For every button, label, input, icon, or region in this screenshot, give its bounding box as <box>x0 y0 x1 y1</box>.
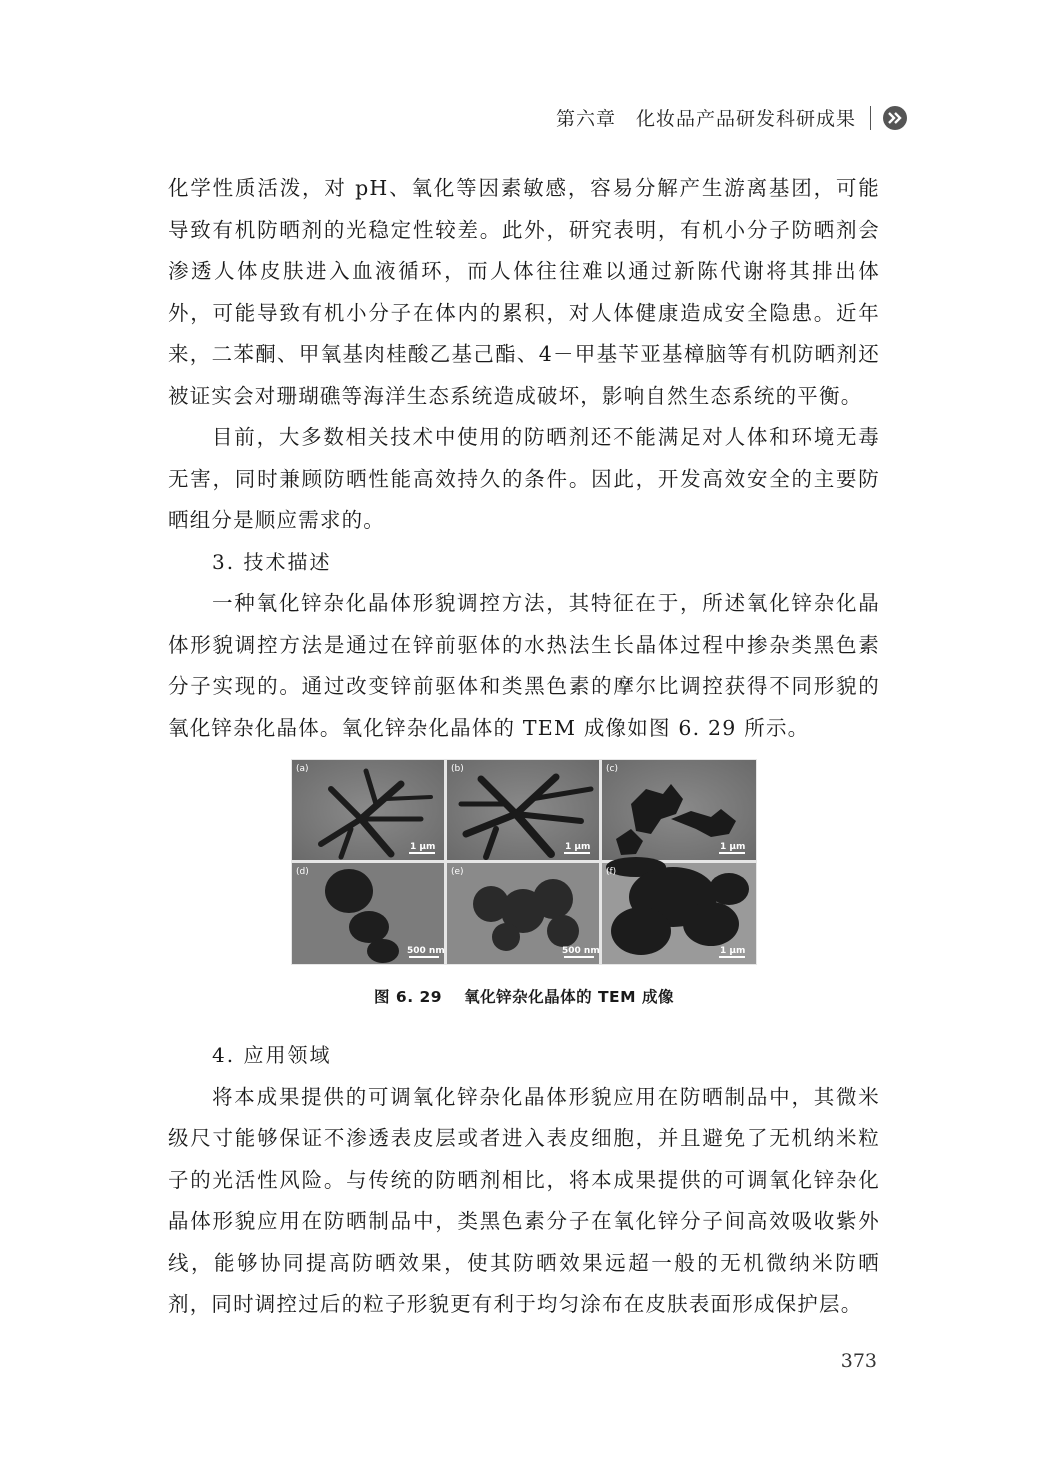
panel-label: (f) <box>606 867 617 877</box>
panel-label: (e) <box>451 867 464 877</box>
panel-label: (b) <box>451 764 464 774</box>
panel-f <box>602 857 756 964</box>
section-heading-4: 4. 应用领域 <box>212 1043 332 1067</box>
scale-bar-label: 500 nm <box>562 946 600 956</box>
page-body <box>168 168 880 1326</box>
panel-c <box>602 760 756 860</box>
scale-bar-label: 1 μm <box>410 842 436 852</box>
scale-bar-label: 1 μm <box>720 946 746 956</box>
chapter-title: 化妆品产品研发科研成果 <box>635 108 856 130</box>
tem-figure <box>168 759 880 1007</box>
double-chevron-icon <box>883 106 907 130</box>
figure-number: 图 6. 29 <box>374 988 443 1006</box>
section-heading-3: 3. 技术描述 <box>212 549 332 574</box>
panel-a <box>292 760 444 860</box>
panel-d <box>292 863 445 964</box>
header-divider <box>870 106 871 130</box>
panel-b <box>447 760 599 860</box>
page-number: 373 <box>840 1350 877 1372</box>
paragraph-4: 将本成果提供的可调氧化锌杂化晶体形貌应用在防晒制品中，其微米级尺寸能够保证不渗透表皮层或者进入表皮细胞，并且避免了无机纳米粒子的光活性风险。与传统的防晒剂相比，将本成果提供的可调氧化锌杂化晶体形貌应用在防晒制品中，类黑色素分子在氧化锌分子间高效吸收紫外线，能够协同提高防晒效果，使其防晒效果远超一般的无机微纳米防晒剂，同时调控过后的粒子形貌更有利于均匀涂布在皮肤表面形成保护层。 <box>168 1084 880 1316</box>
scale-bar-label: 1 μm <box>720 842 746 852</box>
panel-label: (d) <box>296 867 309 877</box>
scale-bar-label: 1 μm <box>565 842 591 852</box>
paragraph-1: 化学性质活泼，对 pH、氧化等因素敏感，容易分解产生游离基团，可能导致有机防晒剂的光稳定性较差。此外，研究表明，有机小分子防晒剂会渗透人体皮肤进入血液循环，而人体往往难以通过新陈代谢将其排出体外，可能导致有机小分子在体内的累积，对人体健康造成安全隐患。近年来，二苯酮、甲氧基肉桂酸乙基己酯、4－甲基苄亚基樟脑等有机防晒剂还被证实会对珊瑚礁等海洋生态系统造成破坏，影响自然生态系统的平衡。 <box>168 176 880 408</box>
paragraph-3: 一种氧化锌杂化晶体形貌调控方法，其特征在于，所述氧化锌杂化晶体形貌调控方法是通过在锌前驱体的水热法生长晶体过程中掺杂类黑色素分子实现的。通过改变锌前驱体和类黑色素的摩尔比调控获得不同形貌的氧化锌杂化晶体。氧化锌杂化晶体的 TEM 成像如图 6. 29 所示。 <box>168 591 880 740</box>
scale-bar-label: 500 nm <box>407 946 445 956</box>
paragraph-2: 目前，大多数相关技术中使用的防晒剂还不能满足对人体和环境无毒无害，同时兼顾防晒性能高效持久的条件。因此，开发高效安全的主要防晒组分是顺应需求的。 <box>168 425 880 532</box>
chapter-number: 第六章 <box>555 108 616 130</box>
panel-label: (c) <box>606 764 618 774</box>
tem-image-grid <box>291 759 757 965</box>
panel-label: (a) <box>296 764 309 774</box>
figure-caption-text: 氧化锌杂化晶体的 TEM 成像 <box>464 988 674 1006</box>
figure-caption <box>168 985 880 1007</box>
running-header <box>556 104 907 131</box>
panel-e <box>447 863 600 964</box>
